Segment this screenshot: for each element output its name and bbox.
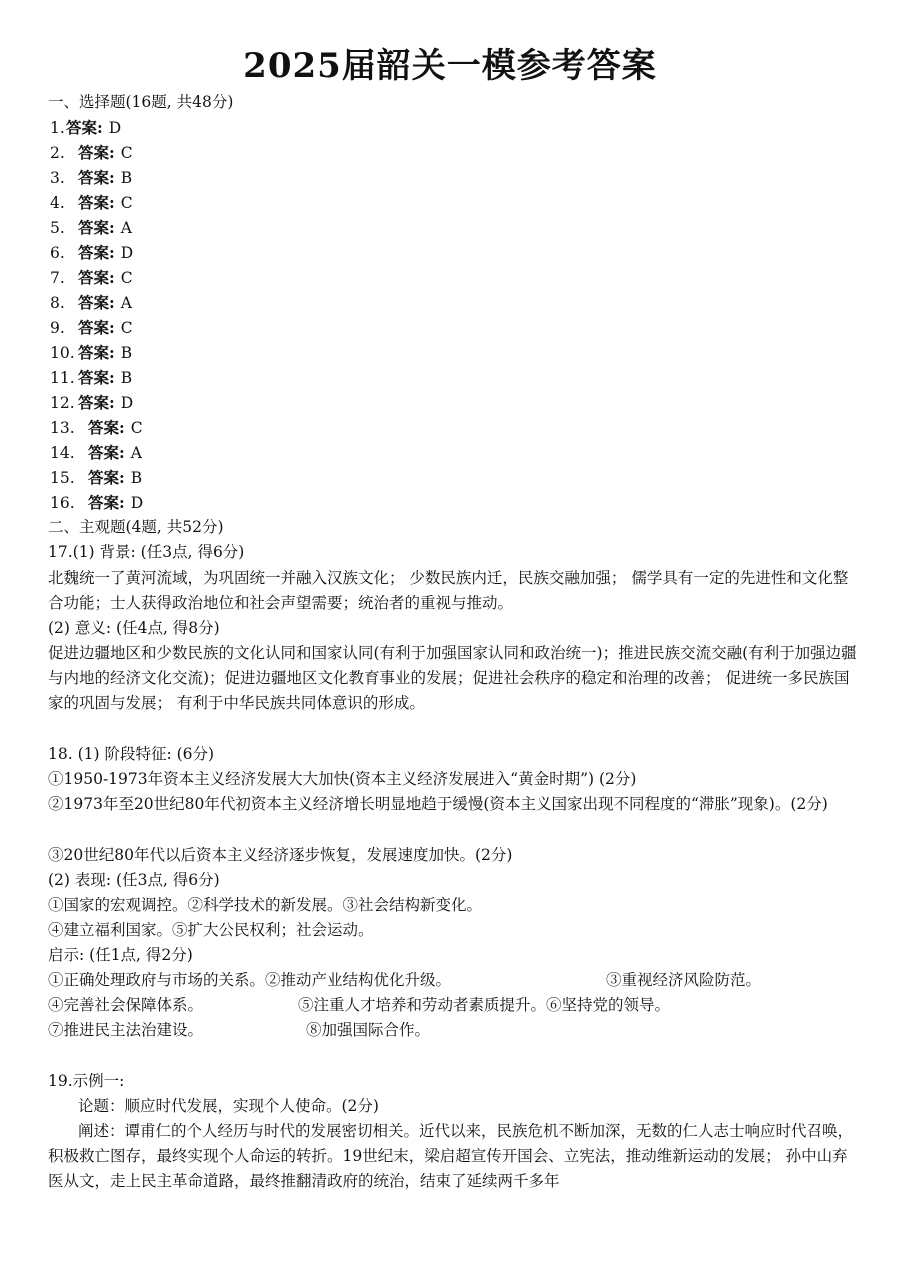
- q18-item-1: ①1950-1973年资本主义经济发展大大加快(资本主义经济发展进入“黄金时期”) (2分): [48, 770, 637, 788]
- answer-label: 答案:: [88, 443, 125, 462]
- answer-value: A: [120, 294, 132, 312]
- answer-label: 答案:: [78, 293, 115, 312]
- answer-number: 5.: [50, 219, 65, 237]
- answer-row: [50, 440, 142, 466]
- answer-value: A: [120, 219, 132, 237]
- answer-label: 答案:: [78, 318, 115, 337]
- answer-number: 15.: [50, 469, 75, 487]
- q18-part3-row3-a: ⑦推进民主法治建设。: [48, 1021, 204, 1039]
- answer-value: C: [120, 319, 133, 337]
- answer-label: 答案:: [78, 143, 115, 162]
- answer-value: D: [120, 394, 134, 412]
- answer-number: 6.: [50, 244, 65, 262]
- answer-row: [50, 140, 133, 166]
- answer-label: 答案:: [78, 393, 115, 412]
- answer-value: B: [120, 169, 133, 187]
- answer-value: C: [120, 194, 133, 212]
- answer-number: 14.: [50, 444, 75, 462]
- answer-label: 答案:: [78, 168, 115, 187]
- answer-number: 13.: [50, 419, 75, 437]
- answer-label: 答案:: [78, 193, 115, 212]
- answer-value: B: [120, 344, 133, 362]
- answer-row: [50, 490, 143, 516]
- answer-number: 8.: [50, 294, 65, 312]
- q18-item-3: ③20世纪80年代以后资本主义经济逐步恢复，发展速度加快。(2分): [48, 846, 513, 864]
- q17-part2-text: 促进边疆地区和少数民族的文化认同和国家认同(有利于加强国家认同和政治统一)；推进民族交流交融(有利于加强边疆与内地的经济文化交流)；促进边疆地区文化教育事业的发展；促进社会秩序的稳定和治理的改善； 促进统一多民族国家的巩固与发展； 有利于中华民族共同体意识的形成。: [48, 644, 857, 712]
- q19-thesis: 论题：顺应时代发展，实现个人使命。(2分): [78, 1097, 379, 1115]
- answer-value: B: [120, 369, 133, 387]
- answer-label: 答案:: [88, 493, 125, 512]
- page-title: 2025届韶关一模参考答案: [243, 46, 657, 86]
- answer-value: B: [130, 469, 143, 487]
- answer-number: 9.: [50, 319, 65, 337]
- answer-number: 3.: [50, 169, 65, 187]
- answer-label: 答案:: [66, 118, 103, 137]
- q19-body: 阐述：谭甫仁的个人经历与时代的发展密切相关。近代以来，民族危机不断加深，无数的仁人志士响应时代召唤，积极救亡图存，最终实现个人命运的转折。19世纪末，梁启超宣传开国会、立宪法，推动维新运动的发展； 孙中山弃医从文，走上民主革命道路，最终推翻清政府的统治，结束了延续两千多年: [48, 1122, 854, 1190]
- answer-label: 答案:: [78, 243, 115, 262]
- answer-row: [50, 215, 132, 241]
- section-2-heading: 二、主观题(4题, 共52分): [48, 518, 224, 536]
- q18-part3-heading: 启示: (任1点, 得2分): [48, 946, 193, 964]
- q18-part3-row2-a: ④完善社会保障体系。: [48, 996, 204, 1014]
- answer-number: 11.: [50, 369, 75, 387]
- q17-part1-text: 北魏统一了黄河流域，为巩固统一并融入汉族文化； 少数民族内迁，民族交融加强； 儒学具有一定的先进性和文化整合功能；士人获得政治地位和社会声望需要；统治者的重视与推动。: [48, 569, 849, 612]
- answer-value: A: [130, 444, 142, 462]
- answer-number: 1.: [50, 119, 65, 137]
- answer-value: D: [130, 494, 144, 512]
- answer-number: 12.: [50, 394, 75, 412]
- answer-row: [50, 290, 132, 316]
- answer-value: C: [120, 144, 133, 162]
- q18-part3-row3-b: ⑧加强国际合作。: [306, 1021, 431, 1039]
- answer-row: [50, 165, 132, 191]
- q17-part1-heading: 17.(1) 背景: (任3点, 得6分): [48, 543, 245, 561]
- q18-part3-row1-b: ③重视经济风险防范。: [606, 971, 762, 989]
- answer-label: 答案:: [88, 468, 125, 487]
- answer-label: 答案:: [88, 418, 125, 437]
- answer-label: 答案:: [78, 218, 115, 237]
- q18-item-2: ②1973年至20世纪80年代初资本主义经济增长明显地趋于缓慢(资本主义国家出现不同程度的“滞胀”现象)。(2分): [48, 795, 828, 813]
- answer-value: D: [108, 119, 122, 137]
- q18-part2-line-2: ④建立福利国家。⑤扩大公民权利；社会运动。: [48, 921, 374, 939]
- answer-row: [50, 265, 133, 291]
- answer-row: [50, 315, 133, 341]
- answer-row: [50, 465, 142, 491]
- q17-part2-heading: (2) 意义: (任4点, 得8分): [48, 619, 220, 637]
- q18-part3-row2-b: ⑤注重人才培养和劳动者素质提升。⑥坚持党的领导。: [298, 996, 671, 1014]
- section-1-heading: 一、选择题(16题, 共48分): [48, 93, 234, 111]
- answer-number: 16.: [50, 494, 75, 512]
- q18-part2-line-1: ①国家的宏观调控。②科学技术的新发展。③社会结构新变化。: [48, 896, 483, 914]
- answer-label: 答案:: [78, 343, 115, 362]
- answer-row: [50, 240, 133, 266]
- q19-heading: 19.示例一:: [48, 1072, 125, 1090]
- answer-row: [50, 340, 132, 366]
- answer-number: 2.: [50, 144, 65, 162]
- answer-row: [50, 365, 132, 391]
- q18-part2-heading: (2) 表现: (任3点, 得6分): [48, 871, 220, 889]
- q18-part1-heading: 18. (1) 阶段特征: (6分): [48, 745, 215, 763]
- answer-row: [50, 190, 133, 216]
- answer-number: 4.: [50, 194, 65, 212]
- answer-row: [50, 415, 143, 441]
- answer-value: C: [120, 269, 133, 287]
- answer-number: 10.: [50, 344, 75, 362]
- answer-value: D: [120, 244, 134, 262]
- answer-label: 答案:: [78, 368, 115, 387]
- answer-label: 答案:: [78, 268, 115, 287]
- answer-row: [50, 115, 121, 141]
- answer-value: C: [130, 419, 143, 437]
- answer-row: [50, 390, 133, 416]
- answer-number: 7.: [50, 269, 65, 287]
- q18-part3-row1-a: ①正确处理政府与市场的关系。②推动产业结构优化升级。: [48, 971, 452, 989]
